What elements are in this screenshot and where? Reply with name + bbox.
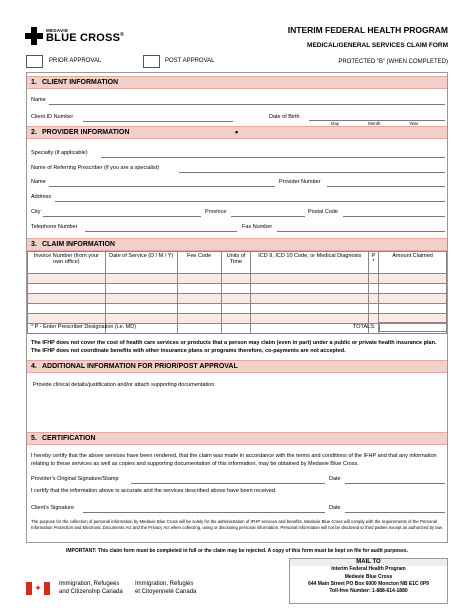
client-id-label: Client ID Number — [31, 114, 74, 120]
provider-name-field[interactable] — [49, 186, 275, 187]
col-date-of-service: Date of Service (D / M / Y) — [105, 252, 177, 274]
dob-label: Date of Birth — [269, 114, 300, 120]
section-claim-information — [27, 238, 447, 251]
client-signature-field[interactable] — [83, 512, 325, 513]
table-row[interactable] — [28, 294, 447, 304]
section-title: CLAIM INFORMATION — [42, 241, 115, 248]
prior-approval-checkbox[interactable] — [26, 55, 43, 68]
ifhp-coverage-notice: The IFHP does not cover the cost of health care services or products that a person may claim (even in part) under a public or private health insurance plan. The IFHP does not coordinate benefits with other insurance plans or programs therefore, co-payments are not accepted. — [31, 340, 437, 354]
dob-month-label: Month — [368, 121, 381, 126]
dob-year-label: Year — [409, 121, 419, 126]
totals-field[interactable] — [379, 322, 447, 332]
client-date-label: Date — [329, 505, 341, 511]
privacy-statement: The purpose for the collection of personal information by Medavie Blue Cross will be solely for the administration of IFHP services and benefits. Medavie Blue Cross will comply with the requirements of the Personal Information Protection and Electronic Documents Act and the Privacy Act when collecting, using or disclosing personal information. Personal information will not be disclosed to third parties except as authorized by law. — [31, 519, 443, 530]
mail-to-program: Interim Federal Health Program — [331, 566, 406, 573]
section-title: CERTIFICATION — [42, 435, 96, 442]
section-number: 5. — [31, 435, 37, 442]
section-additional-information — [27, 360, 447, 373]
logo-medavie-text: MEDAVIE — [46, 28, 69, 33]
client-id-field[interactable] — [83, 121, 233, 122]
telephone-field[interactable] — [85, 231, 237, 232]
protected-b-label: PROTECTED “B” (WHEN COMPLETED) — [338, 59, 448, 65]
gov-french-line1: Immigration, Réfugiés — [135, 581, 194, 587]
section-client-information — [27, 76, 447, 89]
col-fee-code: Fee Code — [177, 252, 221, 274]
additional-info-instructions: Provide clinical details/justification and/or attach supporting documentation. — [33, 382, 216, 388]
section-number: 2. — [31, 129, 37, 136]
blue-cross-icon — [25, 27, 43, 45]
col-icd-code: ICD 9, ICD 10 Code, or Medical Diagnosis — [251, 252, 369, 274]
mail-to-address: 644 Main Street PO Box 6000 Moncton NB E1C 0P9 — [308, 580, 429, 587]
section-title: ADDITIONAL INFORMATION FOR PRIOR/POST APPROVAL — [42, 363, 238, 370]
provider-signature-label: Provider’s Original Signature/Stamp — [31, 476, 119, 482]
col-amount-claimed: Amount Claimed — [379, 252, 447, 274]
col-units-of-time: Units of Time — [221, 252, 251, 274]
province-field[interactable] — [231, 216, 305, 217]
gov-english-line2: and Citizenship Canada — [59, 588, 123, 595]
post-approval-label: POST APPROVAL — [165, 58, 215, 64]
provider-name-label: Name — [31, 179, 46, 185]
provider-number-label: Provider Number — [279, 179, 321, 185]
col-prescriber: P * — [369, 252, 379, 274]
claim-table-header — [28, 252, 447, 274]
section-title: CLIENT INFORMATION — [42, 79, 119, 86]
table-row[interactable] — [28, 304, 447, 314]
referring-prescriber-label: Name of Referring Prescriber (if you are a specialist) — [31, 165, 160, 171]
gov-english-line1: Immigration, Refugees — [59, 581, 120, 587]
totals-label: TOTALS: — [353, 324, 376, 330]
specialty-field[interactable] — [101, 157, 445, 158]
section-provider-information — [27, 126, 447, 139]
logo-brand-text: BLUE CROSS® — [46, 32, 125, 44]
city-field[interactable] — [43, 216, 201, 217]
gov-french-line2: et Citoyenneté Canada — [135, 588, 197, 595]
section-certification — [27, 432, 447, 445]
client-name-field[interactable] — [49, 104, 445, 105]
specialty-label: Specialty (if applicable) — [31, 150, 88, 156]
gov-name-french — [135, 581, 196, 596]
client-date-field[interactable] — [345, 512, 445, 513]
prior-approval-label: PRIOR APPROVAL — [49, 58, 102, 64]
mail-to-company: Medavie Blue Cross — [344, 573, 393, 580]
address-label: Address — [31, 194, 52, 200]
additional-info-field[interactable] — [31, 391, 445, 413]
city-label: City — [31, 209, 41, 215]
claim-form — [26, 72, 448, 543]
provider-date-field[interactable] — [345, 483, 445, 484]
form-title: INTERIM FEDERAL HEALTH PROGRAM — [287, 25, 448, 35]
telephone-label: Telephone Number — [31, 224, 78, 230]
col-invoice-number: Invoice Number (from your own office) — [28, 252, 106, 274]
address-field[interactable] — [55, 201, 445, 202]
mail-to-heading: MAIL TO — [290, 559, 447, 566]
postal-code-label: Postal Code — [308, 209, 338, 215]
post-approval-checkbox[interactable] — [143, 55, 160, 68]
province-label: Province — [205, 209, 227, 215]
canada-flag-icon: ✦ — [26, 582, 50, 595]
prescriber-footnote: * P - Enter Prescriber Designation (i.e. MD) — [31, 324, 137, 330]
mail-to-box — [289, 558, 448, 604]
important-notice: IMPORTANT: This claim form must be completed in full or the claim may be rejected. A copy of this form must be kept on file for audit purposes. — [65, 548, 409, 554]
certification-statement: I hereby certify that the above services have been rendered, that the claim was made in accordance with the terms and conditions of the IFHP and that any information relating to these services as well as copies and supporting documentation of this information, may be obtained by Medavie Blue Cross. — [31, 453, 437, 467]
provider-date-label: Date — [329, 476, 341, 482]
client-signature-label: Client’s Signature — [31, 505, 75, 511]
fax-field[interactable] — [277, 231, 445, 232]
dob-day-label: Day — [331, 121, 340, 126]
provider-signature-field[interactable] — [131, 483, 325, 484]
postal-code-field[interactable] — [343, 216, 445, 217]
section-number: 4. — [31, 363, 37, 370]
section-number: 3. — [31, 241, 37, 248]
table-row[interactable] — [28, 274, 447, 284]
fax-label: Fax Number — [242, 224, 273, 230]
bullet-icon: • — [235, 127, 239, 137]
provider-number-field[interactable] — [327, 186, 445, 187]
client-name-label: Name — [31, 97, 46, 103]
section-number: 1. — [31, 79, 37, 86]
gov-name-english — [59, 581, 123, 596]
mail-to-phone: Toll-free Number: 1-888-614-1880 — [329, 588, 408, 595]
table-row[interactable] — [28, 284, 447, 294]
form-subtitle: MEDICAL/GENERAL SERVICES CLAIM FORM — [307, 42, 448, 49]
medavie-blue-cross-logo — [25, 27, 135, 47]
section-title: PROVIDER INFORMATION — [42, 129, 130, 136]
client-certification-statement: I certify that the information above is accurate and the services described above have been received. — [31, 488, 277, 494]
referring-prescriber-field[interactable] — [179, 172, 445, 173]
